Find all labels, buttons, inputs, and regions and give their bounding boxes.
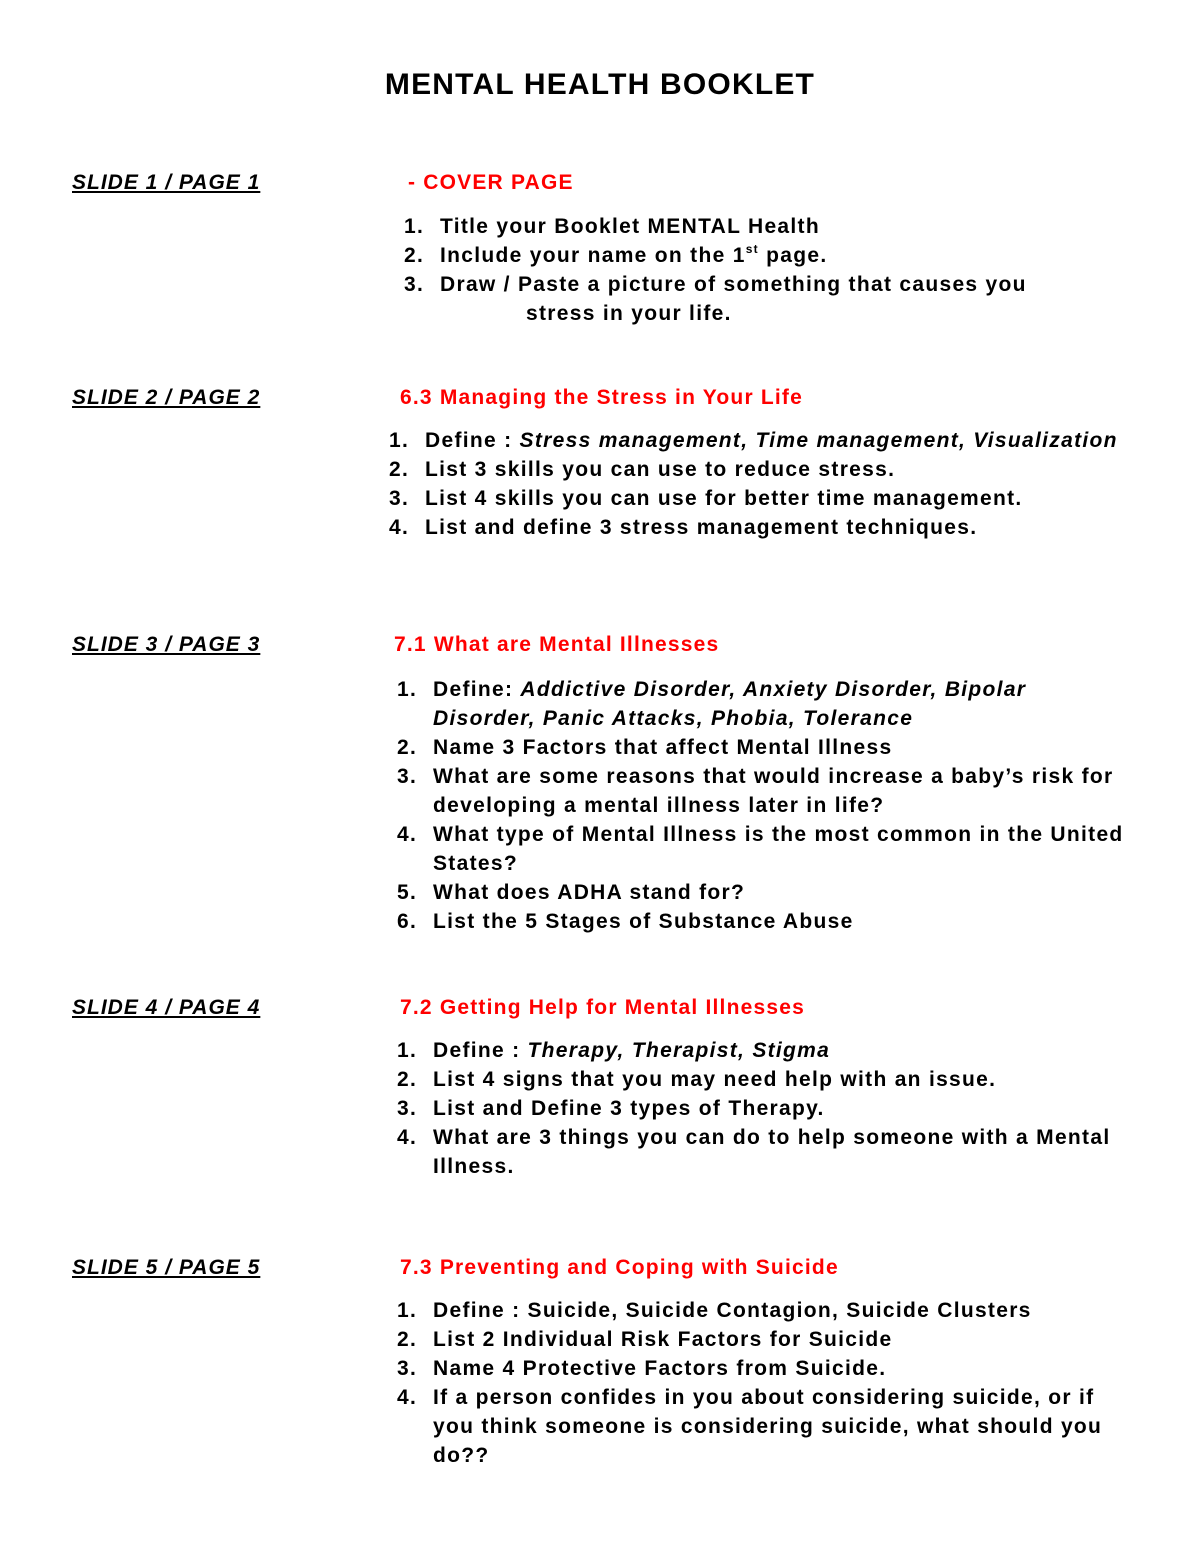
- section-heading-cover-page: - COVER PAGE: [408, 171, 574, 194]
- item-number: 1.: [397, 1039, 418, 1062]
- item-number: 2.: [397, 1328, 418, 1351]
- item-number: 6.: [397, 910, 418, 933]
- item-text: List and Define 3 types of Therapy.: [433, 1097, 825, 1120]
- item-number: 2.: [397, 1068, 418, 1091]
- item-text: What are some reasons that would increase a baby’s risk for developing a mental illness later in life?: [433, 765, 1114, 817]
- item-number: 3.: [389, 487, 410, 510]
- section-4-list: [397, 1036, 1127, 1181]
- section-5-list: [397, 1296, 1132, 1470]
- item-text: Include your name on the 1: [440, 244, 746, 267]
- list-item: [397, 1383, 1132, 1470]
- item-number: 5.: [397, 881, 418, 904]
- item-number: 1.: [404, 215, 425, 238]
- section-label-slide-2: SLIDE 2 / PAGE 2: [72, 386, 261, 409]
- item-text: List 4 skills you can use for better time management.: [425, 487, 1023, 510]
- list-item: [397, 675, 1127, 733]
- item-number: 1.: [397, 1299, 418, 1322]
- list-item: [397, 1094, 1127, 1123]
- list-item: [404, 270, 1144, 328]
- section-heading-preventing-suicide: 7.3 Preventing and Coping with Suicide: [400, 1256, 839, 1279]
- item-number: 4.: [397, 823, 418, 846]
- item-text: List 4 signs that you may need help with an issue.: [433, 1068, 997, 1091]
- list-item: [389, 426, 1129, 455]
- list-item: [404, 241, 1144, 270]
- section-heading-getting-help: 7.2 Getting Help for Mental Illnesses: [400, 996, 805, 1019]
- item-number: 3.: [397, 765, 418, 788]
- item-text-end: page.: [758, 244, 828, 267]
- section-label-slide-1: SLIDE 1 / PAGE 1: [72, 171, 261, 194]
- item-number: 1.: [389, 429, 410, 452]
- item-italic-terms: Addictive Disorder, Anxiety Disorder, Bipolar Disorder, Panic Attacks, Phobia, Tolerance: [433, 678, 1027, 730]
- item-number: 4.: [397, 1386, 418, 1409]
- item-text: Define : Suicide, Suicide Contagion, Suicide Clusters: [433, 1299, 1032, 1322]
- list-item: [397, 762, 1127, 820]
- item-text: If a person confides in you about considering suicide, or if you think someone is considering suicide, what should you do??: [433, 1386, 1103, 1467]
- list-item: [389, 513, 1129, 542]
- section-label-slide-4: SLIDE 4 / PAGE 4: [72, 996, 261, 1019]
- section-heading-mental-illnesses: 7.1 What are Mental Illnesses: [394, 633, 720, 656]
- list-item: [397, 1296, 1132, 1325]
- list-item: [404, 212, 1144, 241]
- item-text: Title your Booklet MENTAL Health: [440, 215, 820, 238]
- document-title: MENTAL HEALTH BOOKLET: [384, 68, 816, 101]
- section-1-list: [404, 212, 1144, 328]
- item-text: Draw / Paste a picture of something that causes you: [440, 273, 1027, 296]
- section-3-list: [397, 675, 1127, 936]
- item-number: 3.: [397, 1357, 418, 1380]
- item-superscript: st: [745, 242, 759, 256]
- item-italic-terms: Therapy, Therapist, Stigma: [527, 1039, 831, 1062]
- item-text: Define :: [425, 429, 520, 452]
- list-item: [397, 733, 1127, 762]
- list-item: [397, 1065, 1127, 1094]
- item-text: What are 3 things you can do to help someone with a Mental Illness.: [433, 1126, 1111, 1178]
- item-number: 1.: [397, 678, 418, 701]
- item-text: List the 5 Stages of Substance Abuse: [433, 910, 854, 933]
- item-number: 4.: [397, 1126, 418, 1149]
- item-number: 3.: [397, 1097, 418, 1120]
- item-number: 2.: [404, 244, 425, 267]
- section-label-slide-5: SLIDE 5 / PAGE 5: [72, 1256, 261, 1279]
- item-number: 2.: [397, 736, 418, 759]
- item-text: Define:: [433, 678, 521, 701]
- list-item: [389, 455, 1129, 484]
- section-2-list: [389, 426, 1129, 542]
- list-item: [397, 878, 1127, 907]
- item-text: List and define 3 stress management techniques.: [425, 516, 978, 539]
- item-text: Name 4 Protective Factors from Suicide.: [433, 1357, 887, 1380]
- list-item: [397, 1036, 1127, 1065]
- item-text: What type of Mental Illness is the most common in the United States?: [433, 823, 1124, 875]
- list-item: [397, 907, 1127, 936]
- item-text: List 2 Individual Risk Factors for Suicide: [433, 1328, 893, 1351]
- item-text: Define :: [433, 1039, 528, 1062]
- item-text: Name 3 Factors that affect Mental Illness: [433, 736, 893, 759]
- list-item: [397, 820, 1127, 878]
- list-item: [397, 1354, 1132, 1383]
- list-item: [397, 1325, 1132, 1354]
- list-item: [397, 1123, 1127, 1181]
- section-heading-managing-stress: 6.3 Managing the Stress in Your Life: [400, 386, 803, 409]
- item-number: 2.: [389, 458, 410, 481]
- item-continuation: stress in your life.: [526, 302, 732, 325]
- section-label-slide-3: SLIDE 3 / PAGE 3: [72, 633, 261, 656]
- item-number: 4.: [389, 516, 410, 539]
- list-item: [389, 484, 1129, 513]
- item-number: 3.: [404, 273, 425, 296]
- item-text: What does ADHA stand for?: [433, 881, 746, 904]
- item-italic-terms: Stress management, Time management, Visualization: [519, 429, 1118, 452]
- item-text: List 3 skills you can use to reduce stress.: [425, 458, 896, 481]
